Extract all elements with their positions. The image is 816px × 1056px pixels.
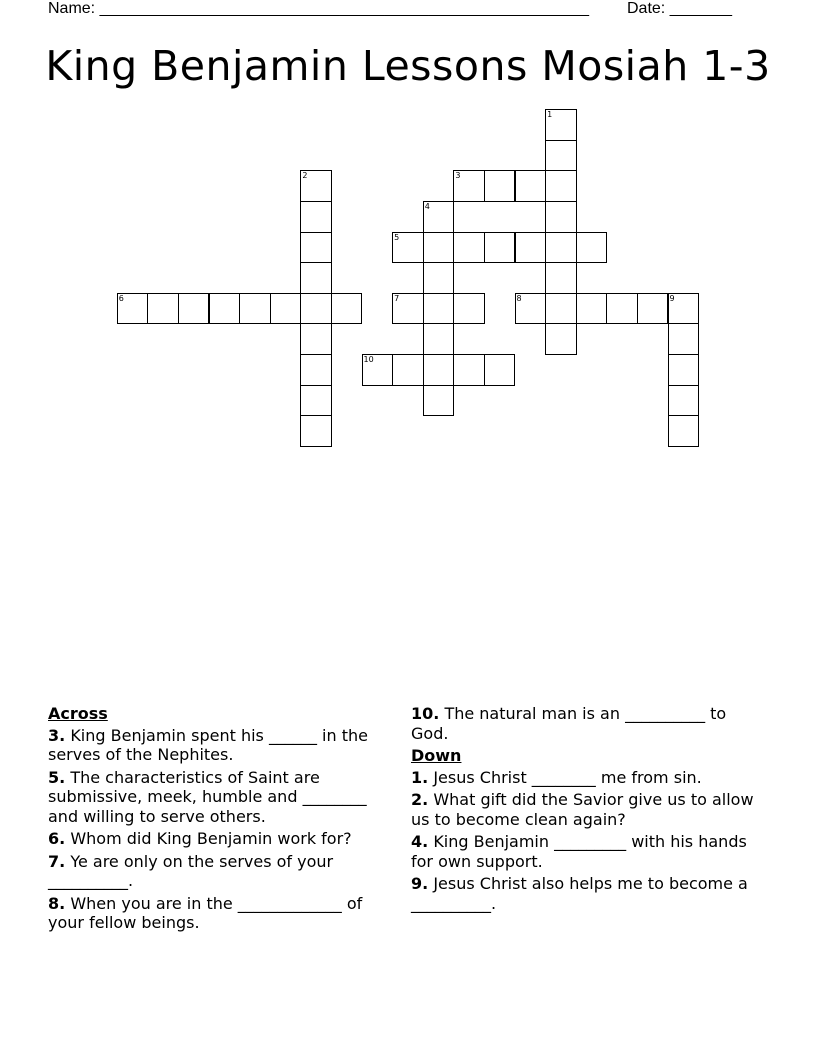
clue-down-4: 4. King Benjamin _________ with his hands for own support. — [411, 832, 747, 871]
grid-cell[interactable] — [423, 385, 455, 417]
grid-cell[interactable] — [300, 201, 332, 233]
grid-cell[interactable] — [423, 293, 455, 325]
down-heading: Down — [411, 746, 462, 765]
cell-number: 2 — [302, 171, 308, 181]
clues-column-left — [48, 704, 388, 936]
grid-cell[interactable] — [300, 385, 332, 417]
grid-cell[interactable] — [515, 232, 547, 264]
grid-cell[interactable] — [668, 323, 700, 355]
grid-cell[interactable] — [453, 232, 485, 264]
grid-cell[interactable] — [545, 262, 577, 294]
clue-across-5: 5. The characteristics of Saint are submissive, meek, humble and ________ and willing to serve others. — [48, 767, 367, 826]
grid-cell[interactable] — [545, 232, 577, 264]
clue-across-10: 10. The natural man is an __________ to God. — [411, 704, 727, 743]
clue-across-6: 6. Whom did King Benjamin work for? — [48, 829, 352, 848]
grid-cell[interactable] — [484, 232, 516, 264]
grid-cell[interactable] — [484, 170, 516, 202]
grid-cell[interactable] — [423, 323, 455, 355]
clue-across-8: 8. When you are in the _____________ of your fellow beings. — [48, 893, 363, 932]
grid-cell[interactable] — [209, 293, 241, 325]
grid-cell[interactable] — [392, 232, 424, 264]
clue-across-3: 3. King Benjamin spent his ______ in the serves of the Nephites. — [48, 725, 368, 764]
grid-cell[interactable] — [453, 354, 485, 386]
cell-number: 10 — [363, 355, 374, 365]
grid-cell[interactable] — [300, 354, 332, 386]
grid-cell[interactable] — [392, 293, 424, 325]
clue-down-9: 9. Jesus Christ also helps me to become a __________. — [411, 874, 748, 913]
clue-across-7: 7. Ye are only on the serves of your __________. — [48, 851, 334, 890]
clue-down-1: 1. Jesus Christ ________ me from sin. — [411, 767, 702, 787]
grid-cell[interactable] — [637, 293, 669, 325]
grid-cell[interactable] — [300, 262, 332, 294]
grid-cell[interactable] — [300, 323, 332, 355]
grid-cell[interactable] — [668, 385, 700, 417]
grid-cell[interactable] — [300, 293, 332, 325]
clues-column-right — [411, 704, 761, 916]
grid-cell[interactable] — [668, 354, 700, 386]
grid-cell[interactable] — [576, 293, 608, 325]
grid-cell[interactable] — [606, 293, 638, 325]
cell-number: 6 — [118, 293, 124, 303]
name-field: Name: _______________________________________________________ — [48, 0, 589, 17]
grid-cell[interactable] — [453, 170, 485, 202]
grid-cell[interactable] — [545, 140, 577, 172]
page-title: King Benjamin Lessons Mosiah 1-3 — [45, 42, 771, 90]
grid-cell[interactable] — [668, 293, 700, 325]
across-heading: Across — [48, 704, 108, 723]
cell-number: 5 — [394, 232, 400, 242]
grid-cell[interactable] — [545, 293, 577, 325]
grid-cell[interactable] — [484, 354, 516, 386]
grid-cell[interactable] — [362, 354, 394, 386]
grid-cell[interactable] — [270, 293, 302, 325]
grid-cell[interactable] — [392, 354, 424, 386]
cell-number: 1 — [547, 110, 553, 120]
grid-cell[interactable] — [178, 293, 210, 325]
grid-cell[interactable] — [545, 109, 577, 141]
date-field: Date: _______ — [627, 0, 732, 17]
grid-cell[interactable] — [453, 293, 485, 325]
cell-number: 8 — [516, 293, 522, 303]
grid-cell[interactable] — [515, 293, 547, 325]
cell-number: 7 — [394, 293, 400, 303]
cell-number: 3 — [455, 171, 461, 181]
cell-number: 9 — [669, 293, 675, 303]
crossword-grid — [0, 0, 816, 470]
grid-cell[interactable] — [668, 415, 700, 447]
grid-cell[interactable] — [576, 232, 608, 264]
grid-cell[interactable] — [147, 293, 179, 325]
grid-cell[interactable] — [300, 415, 332, 447]
grid-cell[interactable] — [423, 262, 455, 294]
grid-cell[interactable] — [300, 170, 332, 202]
grid-cell[interactable] — [423, 232, 455, 264]
grid-cell[interactable] — [515, 170, 547, 202]
grid-cell[interactable] — [423, 354, 455, 386]
grid-cell[interactable] — [331, 293, 363, 325]
clue-down-2: 2. What gift did the Savior give us to allow us to become clean again? — [411, 790, 754, 829]
grid-cell[interactable] — [545, 201, 577, 233]
grid-cell[interactable] — [423, 201, 455, 233]
grid-cell[interactable] — [239, 293, 271, 325]
grid-cell[interactable] — [300, 232, 332, 264]
grid-cell[interactable] — [117, 293, 149, 325]
grid-cell[interactable] — [545, 323, 577, 355]
grid-cell[interactable] — [545, 170, 577, 202]
cell-number: 4 — [424, 202, 430, 212]
